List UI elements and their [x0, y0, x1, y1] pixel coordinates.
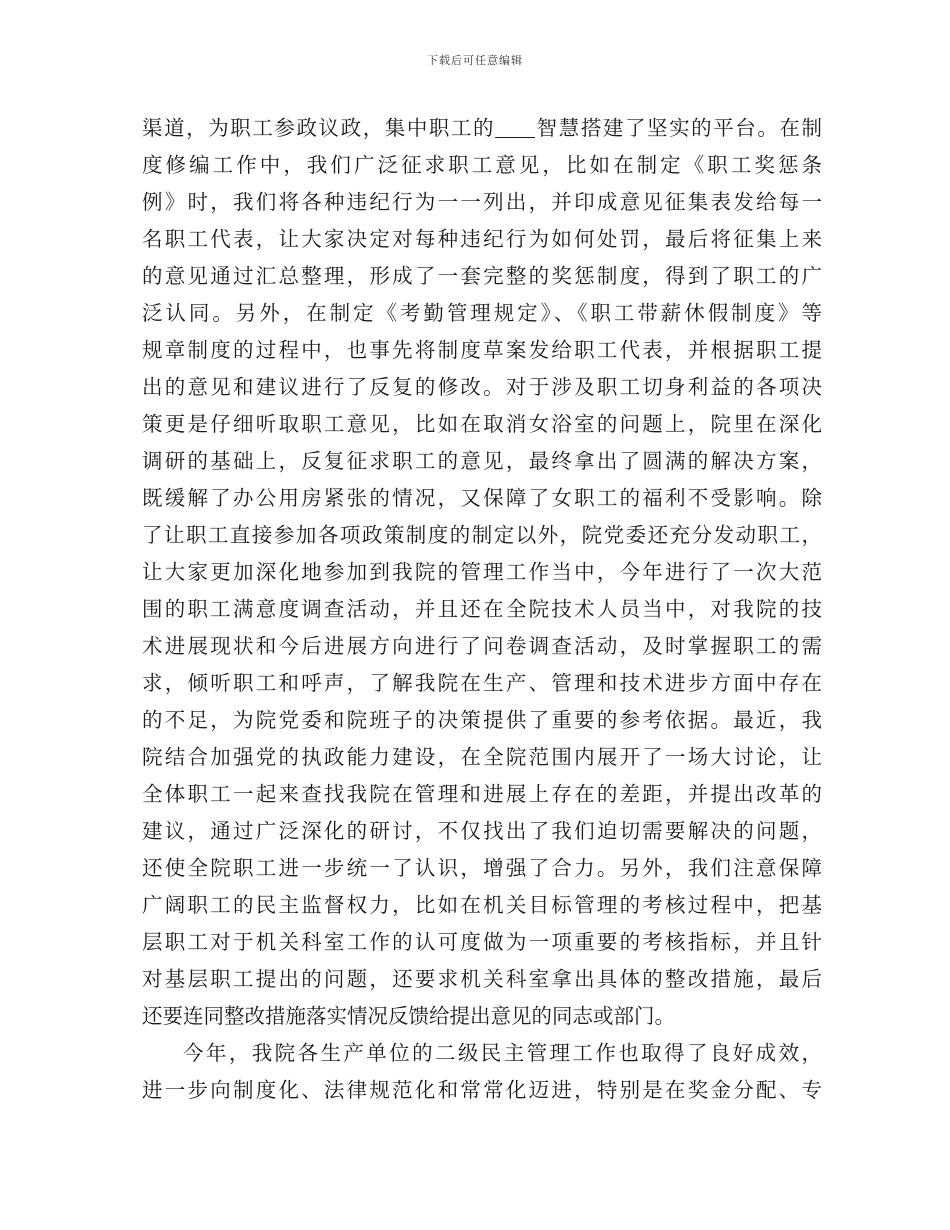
paragraph-line: 建议，通过广泛深化的研讨，不仅找出了我们迫切需要解决的问题， [142, 819, 822, 843]
line-text: 渠道，为职工参政议政，集中职工的 [142, 116, 496, 140]
paragraph-line: 既缓解了办公用房紧张的情况，又保障了女职工的福利不受影响。除 [142, 486, 822, 510]
paragraph-line: 出的意见和建议进行了反复的修改。对于涉及职工切身利益的各项决 [142, 375, 822, 399]
paragraph-line: 名职工代表，让大家决定对每种违纪行为如何处罚，最后将征集上来 [142, 227, 822, 251]
paragraph-line: 院结合加强党的执政能力建设，在全院范围内展开了一场大讨论，让 [142, 745, 822, 769]
line-text: 智慧搭建了坚实的平台。在制 [535, 116, 823, 140]
paragraph-line: 术进展现状和今后进展方向进行了问卷调查活动，及时掌握职工的需 [142, 634, 822, 658]
paragraph-line: 的意见通过汇总整理，形成了一套完整的奖惩制度，得到了职工的广 [142, 264, 822, 288]
paragraph-line: 例》时，我们将各种违纪行为一一列出，并印成意见征集表发给每一 [142, 190, 822, 214]
paragraph-line: 了让职工直接参加各项政策制度的制定以外，院党委还充分发动职工， [142, 523, 822, 547]
paragraph-line: 度修编工作中，我们广泛征求职工意见，比如在制定《职工奖惩条 [142, 153, 822, 177]
paragraph-line: 求，倾听职工和呼声，了解我院在生产、管理和技术进步方面中存在 [142, 671, 822, 695]
paragraph-line: 策更是仔细听取职工意见，比如在取消女浴室的问题上，院里在深化 [142, 412, 822, 436]
paragraph-line: 广阔职工的民主监督权力，比如在机关目标管理的考核过程中，把基 [142, 893, 822, 917]
page-header: 下载后可任意编辑 [427, 54, 523, 67]
paragraph-line: 泛认同。另外，在制定《考勤管理规定》、《职工带薪休假制度》等 [142, 301, 822, 325]
paragraph-line: 让大家更加深化地参加到我院的管理工作当中，今年进行了一次大范 [142, 560, 822, 584]
paragraph-line [142, 110, 822, 147]
paragraph-line: 对基层职工提出的问题，还要求机关科室拿出具体的整改措施，最后 [142, 967, 822, 991]
paragraph-line: 层职工对于机关科室工作的认可度做为一项重要的考核指标，并且针 [142, 930, 822, 954]
paragraph-line: 今年，我院各生产单位的二级民主管理工作也取得了良好成效， [183, 1041, 822, 1065]
paragraph-line: 围的职工满意度调查活动，并且还在全院技术人员当中，对我院的技 [142, 597, 822, 621]
paragraph-line: 调研的基础上，反复征求职工的意见，最终拿出了圆满的解决方案， [142, 449, 822, 473]
paragraph-line: 还使全院职工进一步统一了认识，增强了合力。另外，我们注意保障 [142, 856, 822, 880]
document-body [142, 110, 822, 1109]
paragraph-line: 进一步向制度化、法律规范化和常常化迈进，特别是在奖金分配、专 [142, 1078, 822, 1102]
paragraph-line: 全体职工一起来查找我院在管理和进展上存在的差距，并提出改革的 [142, 782, 822, 806]
paragraph-line: 规章制度的过程中，也事先将制度草案发给职工代表，并根据职工提 [142, 338, 822, 362]
paragraph-line: 的不足，为院党委和院班子的决策提供了重要的参考依据。最近，我 [142, 708, 822, 732]
paragraph-line: 还要连同整改措施落实情况反馈给提出意见的同志或部门。 [142, 1004, 675, 1028]
fill-in-blank [495, 115, 535, 138]
